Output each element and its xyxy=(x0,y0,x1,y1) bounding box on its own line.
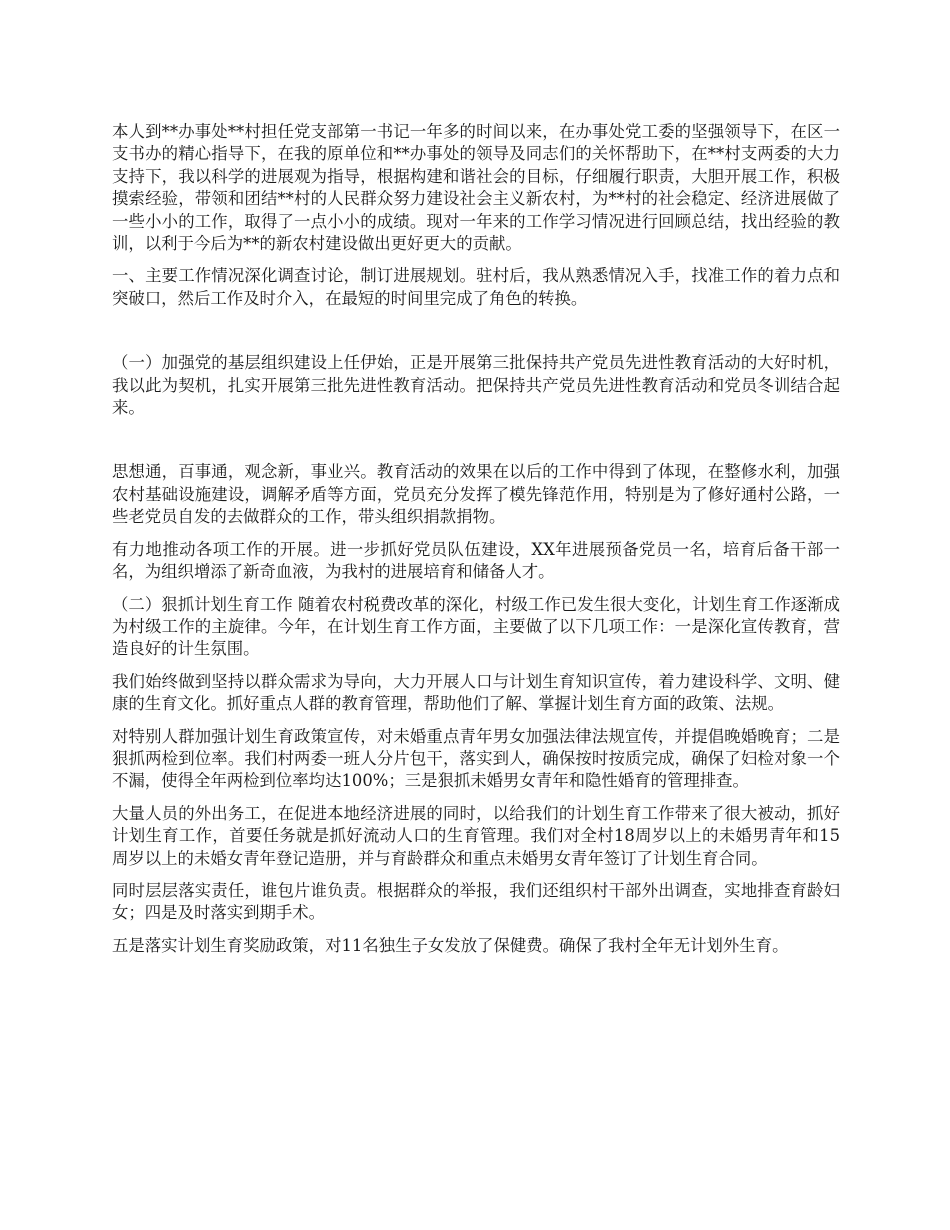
paragraph-education-effect: 思想通，百事通，观念新，事业兴。教育活动的效果在以后的工作中得到了体现，在整修水利，加强农村基础设施建设，调解矛盾等方面，党员充分发挥了模先锋范作用，特别是为了修好通村公路，一些老党员自发的去做群众的工作，带头组织捐款捐物。 xyxy=(112,462,840,527)
paragraph-party-building: 有力地推动各项工作的开展。进一步抓好党员队伍建设，XX年进展预备党员一名，培育后备干部一名，为组织增添了新奇血液，为我村的进展培育和储备人才。 xyxy=(112,539,840,582)
paragraph-migrant-workers: 大量人员的外出务工，在促进本地经济进展的同时，以给我们的计划生育工作带来了很大被动，抓好计划生育工作，首要任务就是抓好流动人口的生育管理。我们对全村18周岁以上的未婚男青年和15周岁以上的未婚女青年登记造册，并与育龄群众和重点未婚男女青年签订了计划生育合同。 xyxy=(112,803,840,868)
paragraph-special-groups: 对特别人群加强计划生育政策宣传，对未婚重点青年男女加强法律法规宣传，并提倡晚婚晚育；二是狠抓两检到位率。我们村两委一班人分片包干，落实到人，确保按时按质完成，确保了妇检对象一个不漏，使得全年两检到位率均达100%；三是狠抓未婚男女青年和隐性婚育的管理排查。 xyxy=(112,726,840,791)
paragraph-rewards: 五是落实计划生育奖励政策，对11名独生子女发放了保健费。确保了我村全年无计划外生育。 xyxy=(112,935,789,955)
paragraph-section-1: 一、主要工作情况深化调查讨论，制订进展规划。驻村后，我从熟悉情况入手，找准工作的着力点和突破口，然后工作及时介入，在最短的时间里完成了角色的转换。 xyxy=(112,266,840,308)
paragraph-intro: 本人到**办事处**村担任党支部第一书记一年多的时间以来，在办事处党工委的坚强领导下，在区一支书办的精心指导下，在我的原单位和**办事处的领导及同志们的关怀帮助下，在**村支两委的大力支持下，我以科学的进展观为指导，根据构建和谐社会的目标，仔细履行职责，大胆开展工作，积极摸索经验，带领和团结**村的人民群众努力建设社会主义新农村，为**村的社会稳定、经济进展做了一些小小的工作，取得了一点小小的成绩。现对一年来的工作学习情况进行回顾总结，找出经验的教训，以利于今后为**的新农村建设做出更好更大的贡献。 xyxy=(112,122,840,254)
paragraph-publicity: 我们始终做到坚持以群众需求为导向，大力开展人口与计划生育知识宣传，着力建设科学、文明、健康的生育文化。抓好重点人群的教育管理，帮助他们了解、掌握计划生育方面的政策、法规。 xyxy=(112,671,840,714)
paragraph-subsection-1: （一）加强党的基层组织建设上任伊始，正是开展第三批保持共产党员先进性教育活动的大好时机，我以此为契机，扎实开展第三批先进性教育活动。把保持共产党员先进性教育活动和党员冬训结合起来。 xyxy=(112,353,840,418)
paragraph-responsibility: 同时层层落实责任，谁包片谁负责。根据群众的举报，我们还组织村干部外出调查，实地排查育龄妇女；四是及时落实到期手术。 xyxy=(112,880,840,923)
document-body xyxy=(112,121,840,967)
paragraph-subsection-2: （二）狠抓计划生育工作 随着农村税费改革的深化，村级工作已发生很大变化，计划生育工作逐渐成为村级工作的主旋律。今年，在计划生育工作方面，主要做了以下几项工作：一是深化宣传教育，营造良好的计生氛围。 xyxy=(112,594,840,659)
